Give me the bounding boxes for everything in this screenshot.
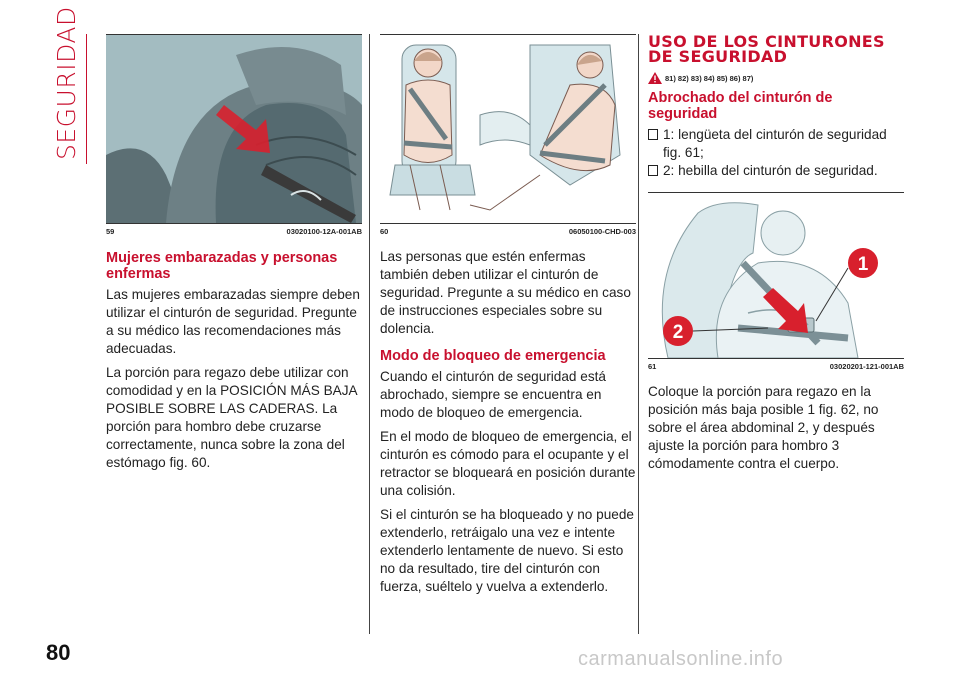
paragraph: Las mujeres embarazadas siempre deben utilizar el cinturón de seguridad. Pregunte a su médico las recomendaciones más adecuadas.	[106, 287, 360, 356]
callout-1-label: 1	[857, 254, 869, 275]
figure-number: 59	[106, 227, 115, 236]
section-side-label: SEGURIDAD	[52, 6, 81, 160]
figure-59-photo	[106, 35, 362, 223]
figure-number: 60	[380, 227, 389, 236]
figure-code: 06050100-CHD-003	[568, 227, 636, 236]
page-number: 80	[46, 640, 71, 665]
figure-59-caption	[106, 224, 362, 236]
checkbox-bullet-icon	[648, 165, 658, 176]
figure-60-illustration	[380, 35, 636, 223]
figure-61-caption	[648, 359, 904, 371]
figure-number: 61	[648, 362, 657, 371]
paragraph: Coloque la porción para regazo en la posición más baja posible 1 fig. 62, no sobre el área abdominal 2, y después ajuste la porción para hombro 3 cómodamente contra el cuerpo.	[648, 384, 879, 471]
figure-60-caption	[380, 224, 636, 236]
warning-refs-text: 81) 82) 83) 84) 85) 86) 87)	[665, 73, 754, 83]
warning-triangle-icon	[648, 72, 662, 84]
column-divider	[369, 34, 370, 634]
heading-fastening: Abrochado del cinturón de seguridad	[648, 90, 833, 122]
list-item	[648, 126, 904, 162]
figure-60	[380, 34, 636, 224]
warning-references	[648, 72, 904, 84]
paragraph: La porción para regazo debe utilizar con comodidad y en la POSICIÓN MÁS BAJA POSIBLE SOBRE LAS CADERAS. La porción para hombro debe cruzarse correctamente, nunca sobre la zona del estómago fig. 60.	[106, 365, 357, 470]
paragraph: En el modo de bloqueo de emergencia, el cinturón es cómodo para el ocupante y el retractor se bloqueará en posición durante una colisión.	[380, 429, 636, 498]
watermark: carmanualsonline.info	[578, 648, 784, 670]
paragraph: Cuando el cinturón de seguridad está abrochado, siempre se encuentra en modo de bloqueo de emergencia.	[380, 369, 606, 420]
figure-code: 03020201-121-001AB	[829, 362, 904, 371]
column-divider	[638, 34, 639, 634]
figure-59	[106, 34, 362, 224]
paragraph: Si el cinturón se ha bloqueado y no puede extenderlo, retráigalo una vez e intente extenderlo lentamente de nuevo. Si esto no da resultado, tire del cinturón con fuerza, suéltelo y vuelva a extenderlo.	[380, 507, 634, 594]
section-title: USO DE LOS CINTURONES DE SEGURIDAD	[648, 32, 885, 66]
column-middle	[380, 34, 636, 602]
list-item	[648, 162, 904, 180]
side-rule	[86, 34, 87, 164]
figure-code: 03020100-12A-001AB	[286, 227, 362, 236]
callout-2-label: 2	[672, 322, 684, 343]
paragraph: Las personas que estén enfermas también deben utilizar el cinturón de seguridad. Pregunte a su médico en caso de instrucciones especiales sobre su dolencia.	[380, 249, 631, 336]
figure-61-illustration	[648, 193, 904, 358]
list-item-text: 2: hebilla del cinturón de seguridad.	[663, 163, 878, 178]
figure-61	[648, 192, 904, 359]
column-right	[648, 34, 904, 479]
heading-emergency-lock: Modo de bloqueo de emergencia	[380, 348, 606, 364]
heading-pregnant-women: Mujeres embarazadas y personas enfermas	[106, 250, 338, 282]
column-left	[106, 34, 362, 478]
checkbox-bullet-icon	[648, 129, 658, 140]
list-item-text: 1: lengüeta del cinturón de seguridad fig. 61;	[663, 127, 887, 160]
